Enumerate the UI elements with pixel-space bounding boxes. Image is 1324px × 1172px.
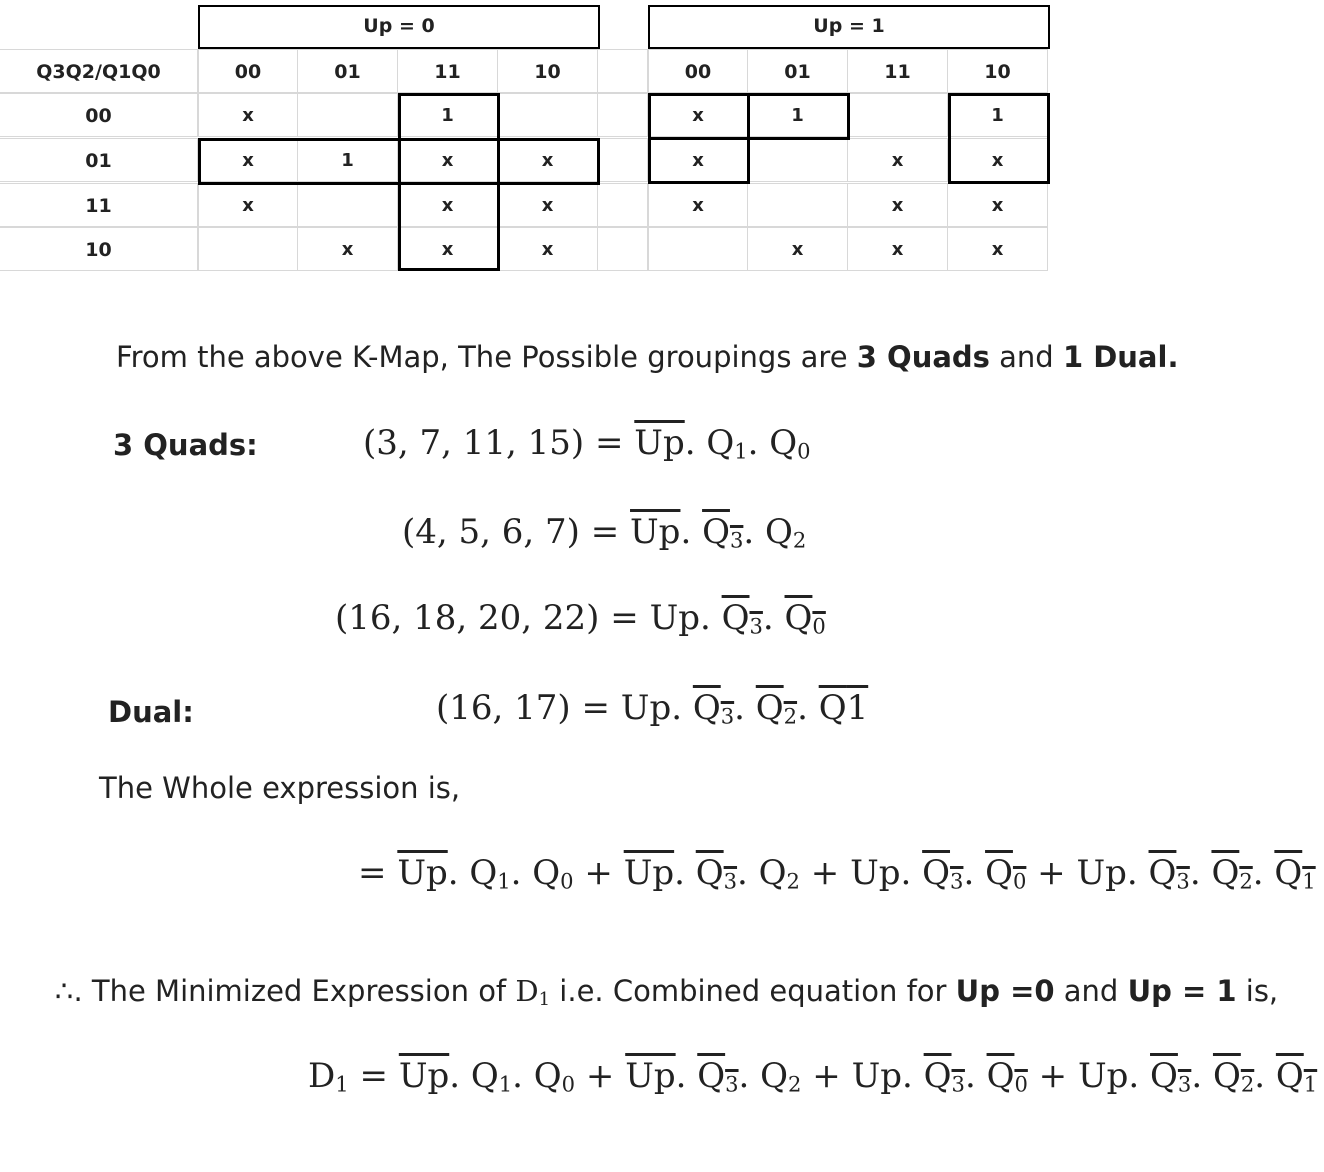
conclusion-suffix: is,	[1236, 974, 1279, 1008]
kmap-cell: x	[398, 183, 498, 227]
kmap-cell: x	[498, 183, 598, 227]
d1-symbol	[515, 974, 550, 1008]
dot: .	[797, 688, 808, 728]
quad3-equation	[335, 598, 826, 639]
sub: 1	[497, 868, 511, 894]
dot: .	[510, 853, 522, 893]
eq-sign: =	[358, 853, 387, 893]
q: Q	[470, 1056, 499, 1096]
sub: 1	[1303, 1071, 1318, 1097]
dot: .	[1254, 1056, 1266, 1096]
sub: 3	[723, 868, 738, 894]
kmap-cell	[748, 183, 848, 227]
kmap-cell: x	[398, 138, 498, 182]
up: Up	[851, 1056, 903, 1096]
kmap-cell	[748, 138, 848, 182]
q: Q	[765, 512, 793, 552]
q: Q	[758, 853, 787, 893]
q: Q	[818, 688, 847, 728]
d: D	[308, 1056, 336, 1096]
q: Q	[760, 1056, 789, 1096]
sub: 0	[1014, 1071, 1028, 1097]
final-expression	[308, 1056, 1317, 1097]
up-bar: $\overline{Up}$	[625, 1056, 676, 1096]
dot: .	[738, 1056, 750, 1096]
q: Q	[1148, 853, 1177, 893]
q: Q	[923, 1056, 952, 1096]
kmap-cell: x	[748, 227, 848, 271]
q: Q	[692, 688, 721, 728]
sub: 3	[749, 613, 763, 639]
dot: .	[1128, 1056, 1140, 1096]
kmap-cell	[298, 93, 398, 137]
up: Up	[620, 688, 672, 728]
dot: .	[449, 1056, 461, 1096]
intro-paragraph	[116, 340, 1178, 374]
up1-header: Up = 1	[648, 5, 1050, 49]
kmap-cell: x	[848, 138, 948, 182]
dot: .	[734, 688, 745, 728]
plus: +	[1037, 853, 1066, 893]
up0-header: Up = 0	[198, 5, 600, 49]
conclusion-paragraph	[55, 974, 1278, 1010]
sub: 2	[1240, 1071, 1255, 1097]
sub: 0	[561, 1071, 576, 1097]
kmap-cell: x	[948, 227, 1048, 271]
dot: .	[900, 853, 912, 893]
q: Q	[706, 423, 735, 463]
conclusion-middle: i.e. Combined equation for	[550, 974, 956, 1008]
q: Q	[695, 853, 724, 893]
q: Q	[986, 1056, 1015, 1096]
q: Q	[532, 853, 561, 893]
kmap-cell: x	[498, 227, 598, 271]
sub: 0	[560, 868, 574, 894]
row-header: 11	[0, 183, 198, 227]
kmap-cell	[648, 227, 748, 271]
up0-col-header: 10	[498, 49, 598, 93]
up-bar: $\overline{Up}$	[634, 423, 685, 463]
eq-sign: =	[590, 512, 620, 552]
kmap-cell: x	[648, 138, 748, 182]
q: Q	[721, 598, 750, 638]
q: Q	[702, 512, 730, 552]
up: Up	[1076, 853, 1127, 893]
sub: 3	[725, 1071, 739, 1097]
dot: .	[512, 1056, 523, 1096]
kmap-cell: 1	[748, 93, 848, 137]
sub: 3	[951, 1071, 965, 1097]
d: D	[515, 974, 539, 1008]
dot: .	[684, 423, 696, 463]
intro-quads: 3 Quads	[856, 340, 990, 374]
quad2-equation	[402, 512, 806, 553]
sub: 2	[792, 527, 807, 553]
up1-col-header: 01	[748, 49, 848, 93]
dot: .	[699, 598, 711, 638]
dot: .	[747, 423, 759, 463]
dot: .	[743, 512, 755, 552]
eq-sign: =	[610, 598, 639, 638]
spacer-cell	[598, 93, 648, 137]
conclusion-and: and	[1054, 974, 1128, 1008]
sub: 2	[786, 868, 800, 894]
dual-equation	[436, 688, 868, 729]
intro-dual: 1 Dual.	[1062, 340, 1179, 374]
up1-bold: Up = 1	[1127, 974, 1237, 1008]
sub: 2	[1239, 868, 1253, 894]
row-header: 10	[0, 227, 198, 271]
kmap-cell: x	[498, 138, 598, 182]
corner-label: Q3Q2/Q1Q0	[0, 49, 198, 93]
dot: .	[902, 1056, 913, 1096]
kmap-cell	[198, 227, 298, 271]
quad1-lhs: (3, 7, 11, 15)	[363, 423, 585, 463]
dot: .	[447, 853, 459, 893]
dot: .	[762, 598, 774, 638]
dot: .	[1252, 853, 1264, 893]
kmap-cell: x	[848, 227, 948, 271]
up0-col-header: 00	[198, 49, 298, 93]
q: Q	[697, 1056, 726, 1096]
sub: 0	[812, 613, 826, 639]
whole-expression	[358, 853, 1316, 894]
kmap-cell: x	[198, 138, 298, 182]
eq-sign: =	[581, 688, 610, 728]
sub: 3	[729, 527, 744, 553]
q: Q	[469, 853, 498, 893]
kmap-cell: x	[648, 183, 748, 227]
dot: .	[963, 853, 975, 893]
up1-col-header: 00	[648, 49, 748, 93]
up1-col-header: 11	[848, 49, 948, 93]
quads-label: 3 Quads:	[113, 428, 258, 462]
dot: .	[671, 688, 683, 728]
q: Q	[985, 853, 1013, 893]
row-header: 01	[0, 138, 198, 182]
kmap-cell: 1	[398, 93, 498, 137]
kmap-cell	[498, 93, 598, 137]
conclusion-prefix: . The Minimized Expression of	[73, 974, 516, 1008]
up1-col-header: 10	[948, 49, 1048, 93]
sub: 1	[538, 988, 551, 1010]
intro-prefix: From the above K-Map, The Possible groupings are	[116, 340, 857, 374]
dual-label: Dual:	[108, 695, 194, 729]
sub: 1	[498, 1071, 513, 1097]
sub: 3	[1177, 1071, 1192, 1097]
up-bar: $\overline{Up}$	[623, 853, 675, 893]
sub: 3	[950, 868, 964, 894]
spacer-cell	[598, 138, 648, 182]
sub: 1	[1302, 868, 1316, 894]
sub: 2	[783, 703, 798, 729]
spacer-cell	[598, 49, 648, 93]
q-suffix: 1	[846, 688, 869, 728]
sub: 1	[335, 1071, 349, 1097]
dot: .	[1126, 853, 1138, 893]
q: Q	[922, 853, 951, 893]
plus: +	[810, 853, 840, 893]
q: Q	[769, 423, 798, 463]
dot: .	[737, 853, 748, 893]
sub: 3	[720, 703, 735, 729]
kmap-cell: x	[198, 93, 298, 137]
quad3-lhs: (16, 18, 20, 22)	[335, 598, 600, 638]
kmap-cell: x	[948, 183, 1048, 227]
quad1-equation	[363, 423, 811, 464]
q: Q	[784, 598, 813, 638]
kmap-cell: x	[398, 227, 498, 271]
plus: +	[585, 1056, 615, 1096]
sub: 0	[1012, 868, 1027, 894]
up0-col-header: 11	[398, 49, 498, 93]
spacer-cell	[598, 227, 648, 271]
up-bar: $\overline{Up}$	[398, 1056, 450, 1096]
sub: 2	[788, 1071, 802, 1097]
therefore-symbol: ∴	[55, 974, 74, 1008]
dot: .	[680, 512, 692, 552]
whole-expression-text: The Whole expression is,	[99, 771, 461, 805]
q: Q	[1275, 1056, 1304, 1096]
up0-bold: Up =0	[955, 974, 1055, 1008]
row-header: 00	[0, 93, 198, 137]
q: Q	[1150, 1056, 1178, 1096]
plus: +	[812, 1056, 841, 1096]
intro-and: and	[989, 340, 1063, 374]
kmap-cell	[848, 93, 948, 137]
sub: 3	[1176, 868, 1190, 894]
up-bar: $\overline{Up}$	[397, 853, 448, 893]
up: Up	[850, 853, 901, 893]
plus: +	[1038, 1056, 1068, 1096]
sub: 1	[734, 438, 748, 464]
kmap-cell: 1	[298, 138, 398, 182]
quad2-lhs: (4, 5, 6, 7)	[402, 512, 580, 552]
up: Up	[649, 598, 700, 638]
up: Up	[1077, 1056, 1129, 1096]
kmap-cell: x	[948, 138, 1048, 182]
sub: 0	[797, 438, 811, 464]
q: Q	[755, 688, 784, 728]
kmap-cell: x	[848, 183, 948, 227]
q: Q	[1274, 853, 1303, 893]
dot: .	[674, 853, 685, 893]
q: Q	[1211, 853, 1240, 893]
dot: .	[1189, 853, 1201, 893]
spacer-cell	[598, 183, 648, 227]
q: Q	[533, 1056, 562, 1096]
kmap-cell: x	[198, 183, 298, 227]
kmap-cell: 1	[948, 93, 1048, 137]
q: Q	[1212, 1056, 1241, 1096]
kmap-cell: x	[648, 93, 748, 137]
eq-sign: =	[594, 423, 624, 463]
kmap-cell: x	[298, 227, 398, 271]
up0-col-header: 01	[298, 49, 398, 93]
dot: .	[675, 1056, 687, 1096]
dot: .	[1191, 1056, 1203, 1096]
dot: .	[964, 1056, 976, 1096]
dual-lhs: (16, 17)	[436, 688, 571, 728]
plus: +	[584, 853, 613, 893]
kmap-cell	[298, 183, 398, 227]
up-bar: $\overline{Up}$	[630, 512, 681, 552]
eq-sign: =	[359, 1056, 388, 1096]
